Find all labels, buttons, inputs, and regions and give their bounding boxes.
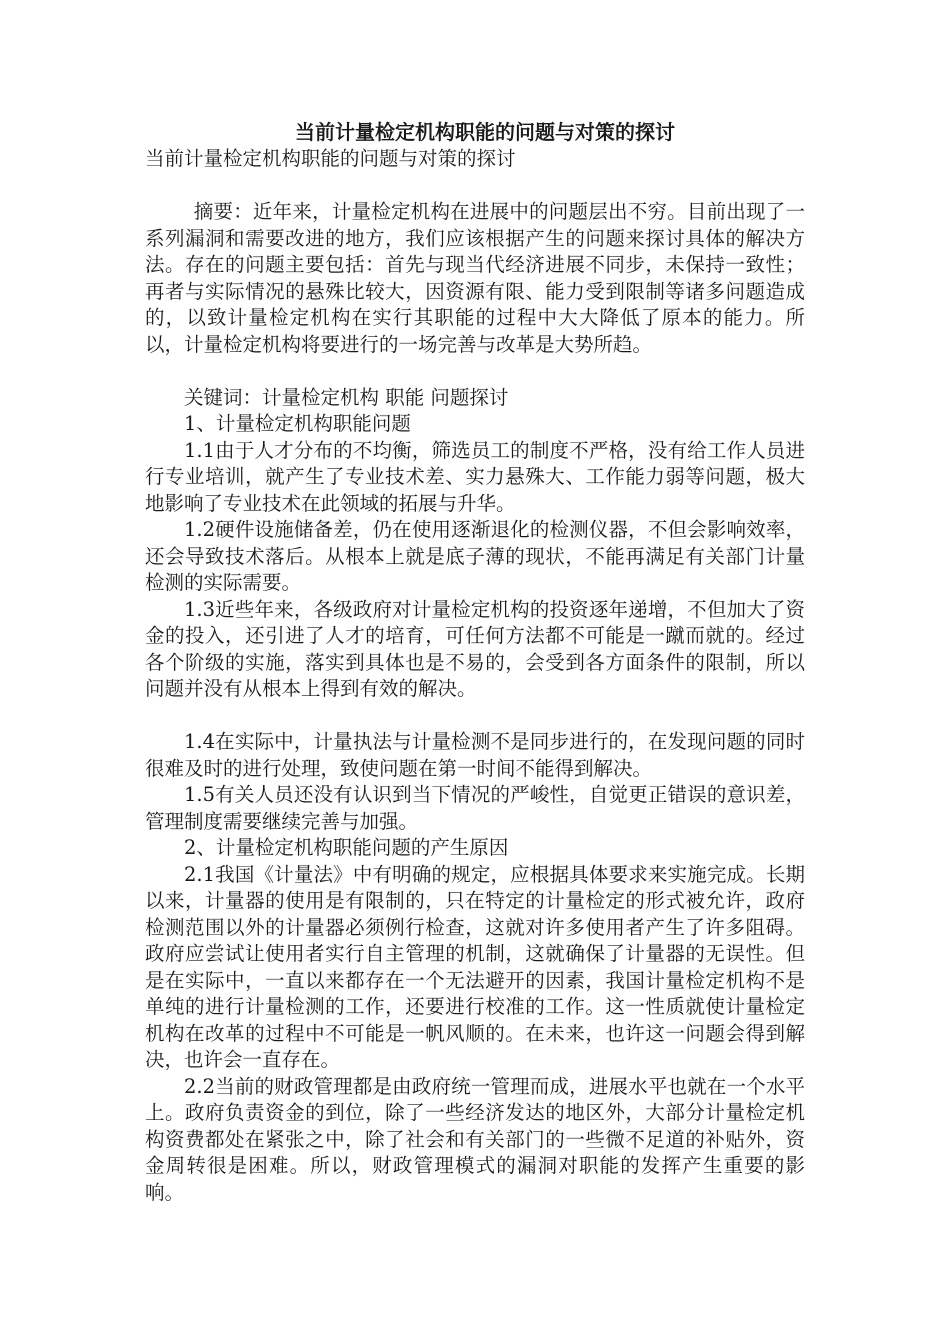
- section-1-paragraph-1: 1.1由于人才分布的不均衡，筛选员工的制度不严格，没有给工作人员进行专业培训，就产生了专业技术差、实力悬殊大、工作能力弱等问题，极大地影响了专业技术在此领域的拓展与升华。: [145, 438, 805, 515]
- section-2-paragraph-2: 2.2当前的财政管理都是由政府统一管理而成，进展水平也就在一个水平上。政府负责资金的到位，除了一些经济发达的地区外，大部分计量检定机构资费都处在紧张之中，除了社会和有关部门的一些微不足道的补贴外，资金周转很是困难。所以，财政管理模式的漏洞对职能的发挥产生重要的影响。: [145, 1074, 805, 1204]
- blank-line: [145, 173, 805, 200]
- section-1-paragraph-3: 1.3近些年来，各级政府对计量检定机构的投资逐年递增，不但加大了资金的投入，还引进了人才的培育，可任何方法都不可能是一蹴而就的。经过各个阶级的实施，落实到具体也是不易的，会受到各方面条件的限制，所以问题并没有从根本上得到有效的解决。: [145, 597, 805, 700]
- blank-line: [145, 703, 805, 730]
- section-1-heading: 1、计量检定机构职能问题: [184, 412, 411, 435]
- blank-line: [145, 358, 805, 385]
- document-page: [145, 118, 805, 1206]
- keywords-line: 关键词：计量检定机构 职能 问题探讨: [184, 385, 509, 409]
- section-1-paragraph-5: 1.5有关人员还没有认识到当下情况的严峻性，自觉更正错误的意识差，管理制度需要继续完善与加强。: [145, 783, 805, 833]
- section-2-heading: 2、计量检定机构职能问题的产生原因: [184, 836, 509, 859]
- section-1-paragraph-4: 1.4在实际中，计量执法与计量检测不是同步进行的，在发现问题的同时很难及时的进行处理，致使问题在第一时间不能得到解决。: [145, 730, 805, 780]
- document-subtitle: 当前计量检定机构职能的问题与对策的探讨: [145, 147, 516, 170]
- section-1-paragraph-2: 1.2硬件设施储备差，仍在使用逐渐退化的检测仪器，不但会影响效率，还会导致技术落后。从根本上就是底子薄的现状，不能再满足有关部门计量检测的实际需要。: [145, 518, 805, 594]
- document-title: 当前计量检定机构职能的问题与对策的探讨: [295, 120, 675, 144]
- section-2-paragraph-1: 2.1我国《计量法》中有明确的规定，应根据具体要求来实施完成。长期以来，计量器的使用是有限制的，只在特定的计量检定的形式被允许，政府检测范围以外的计量器必须例行检查，这就对许多使用者产生了许多阻碍。政府应尝试让使用者实行自主管理的机制，这就确保了计量器的无误性。但是在实际中，一直以来都存在一个无法避开的因素，我国计量检定机构不是单纯的进行计量检测的工作，还要进行校准的工作。这一性质就使计量检定机构在改革的过程中不可能是一帆风顺的。在未来，也许这一问题会得到解决，也许会一直存在。: [145, 862, 805, 1071]
- abstract-paragraph: 摘要：近年来，计量检定机构在进展中的问题层出不穷。目前出现了一系列漏洞和需要改进的地方，我们应该根据产生的问题来探讨具体的解决方法。存在的问题主要包括：首先与现当代经济进展不同步，未保持一致性；再者与实际情况的悬殊比较大，因资源有限、能力受到限制等诸多问题造成的，以致计量检定机构在实行其职能的过程中大大降低了原本的能力。所以，计量检定机构将要进行的一场完善与改革是大势所趋。: [145, 200, 805, 356]
